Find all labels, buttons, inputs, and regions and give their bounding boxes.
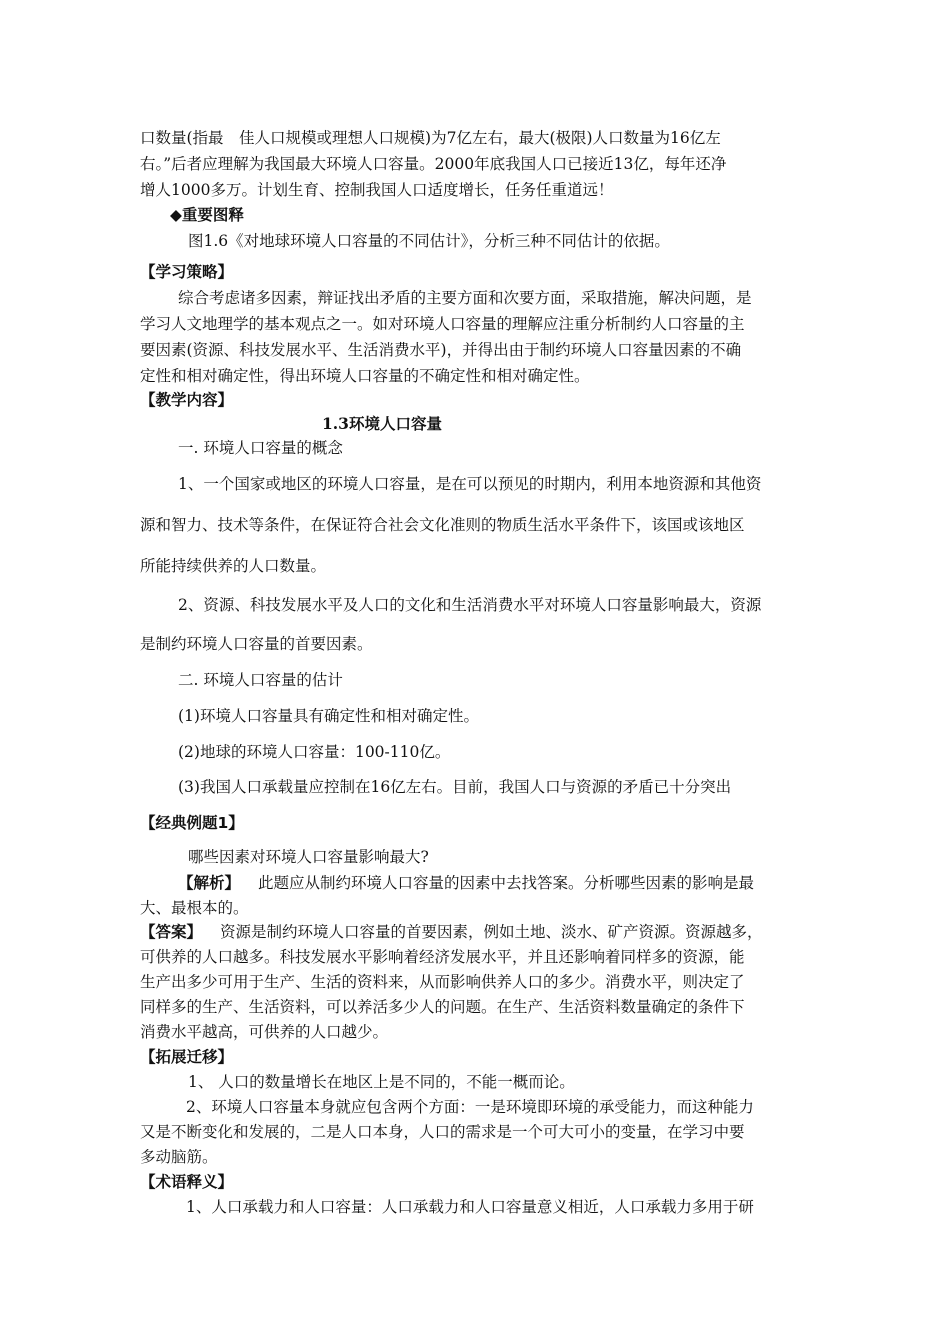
extension-line-3: 又是不断变化和发展的，二是人口本身，人口的需求是一个可大可小的变量，在学习中要	[140, 1123, 745, 1141]
intro-line-1: 口数量(指最 佳人口规模或理想人口规模)为7亿左右，最大(极限)人口数量为16亿左	[140, 129, 721, 147]
paragraph-2-line-1: 2、资源、科技发展水平及人口的文化和生活消费水平对环境人口容量影响最大，资源	[178, 596, 762, 614]
extension-line-2: 2、环境人口容量本身就应包含两个方面：一是环境即环境的承受能力，而这种能力	[186, 1098, 754, 1116]
terms-heading: 【术语释义】	[140, 1173, 234, 1191]
estimate-item-2: (2)地球的环境人口容量：100-110亿。	[178, 743, 451, 761]
extension-line-4: 多动脑筋。	[140, 1148, 218, 1166]
answer-line-2: 可供养的人口越多。科技发展水平影响着经济发展水平，并且还影响着同样多的资源，能	[140, 948, 745, 966]
intro-line-2: 右。”后者应理解为我国最大环境人口容量。2000年底我国人口已接近13亿，每年还净	[140, 155, 727, 173]
subsection-1-heading: 一. 环境人口容量的概念	[178, 439, 343, 457]
answer-line-5: 消费水平越高，可供养的人口越少。	[140, 1023, 389, 1041]
extension-heading: 【拓展迁移】	[140, 1048, 234, 1066]
answer-line-1	[140, 922, 763, 942]
strategy-line-2: 学习人文地理学的基本观点之一。如对环境人口容量的理解应注重分析制约人口容量的主	[140, 315, 745, 333]
estimate-item-1: (1)环境人口容量具有确定性和相对确定性。	[178, 707, 479, 725]
example-question: 哪些因素对环境人口容量影响最大?	[188, 848, 429, 866]
paragraph-1-line-1: 1、一个国家或地区的环境人口容量，是在可以预见的时期内，利用本地资源和其他资	[178, 475, 762, 493]
estimate-item-3: (3)我国人口承载量应控制在16亿左右。目前，我国人口与资源的矛盾已十分突出	[178, 778, 732, 796]
paragraph-2-line-2: 是制约环境人口容量的首要因素。	[140, 635, 373, 653]
analysis-text: 此题应从制约环境人口容量的因素中去找答案。分析哪些因素的影响是最	[258, 874, 755, 892]
paragraph-1-line-2: 源和智力、技术等条件，在保证符合社会文化准则的物质生活水平条件下，该国或该地区	[140, 516, 745, 534]
answer-line-3: 生产出多少可用于生产、生活的资料来，从而影响供养人口的多少。消费水平，则决定了	[140, 973, 745, 991]
analysis-line-2: 大、最根本的。	[140, 899, 249, 917]
strategy-line-4: 定性和相对确定性，得出环境人口容量的不确定性和相对确定性。	[140, 367, 590, 385]
strategy-line-1: 综合考虑诸多因素，辩证找出矛盾的主要方面和次要方面，采取措施，解决问题，是	[178, 289, 752, 307]
strategy-heading: 【学习策略】	[140, 263, 234, 281]
subsection-2-heading: 二. 环境人口容量的估计	[178, 671, 343, 689]
analysis-label: 【解析】	[178, 874, 241, 892]
section-title: 1.3环境人口容量	[322, 414, 442, 433]
key-figure-text: 图1.6《对地球环境人口容量的不同估计》，分析三种不同估计的依据。	[188, 232, 670, 250]
extension-line-1: 1、 人口的数量增长在地区上是不同的，不能一概而论。	[188, 1073, 575, 1091]
answer-line-4: 同样多的生产、生活资料，可以养活多少人的问题。在生产、生活资料数量确定的条件下	[140, 998, 745, 1016]
intro-line-3: 增人1000多万。计划生育、控制我国人口适度增长，任务任重道远！	[140, 181, 614, 199]
paragraph-1-line-3: 所能持续供养的人口数量。	[140, 557, 327, 575]
answer-text: 资源是制约环境人口容量的首要因素，例如土地、淡水、矿产资源。资源越多，	[220, 923, 763, 941]
key-figure-heading: ◆重要图释	[170, 206, 244, 224]
answer-label: 【答案】	[140, 923, 203, 941]
strategy-line-3: 要因素(资源、科技发展水平、生活消费水平)，并得出由于制约环境人口容量因素的不确	[140, 341, 742, 359]
terms-line-1: 1、人口承载力和人口容量：人口承载力和人口容量意义相近，人口承载力多用于研	[186, 1198, 754, 1216]
example-heading: 【经典例题1】	[140, 814, 244, 832]
analysis-line-1	[178, 873, 754, 893]
content-heading: 【教学内容】	[140, 391, 234, 409]
